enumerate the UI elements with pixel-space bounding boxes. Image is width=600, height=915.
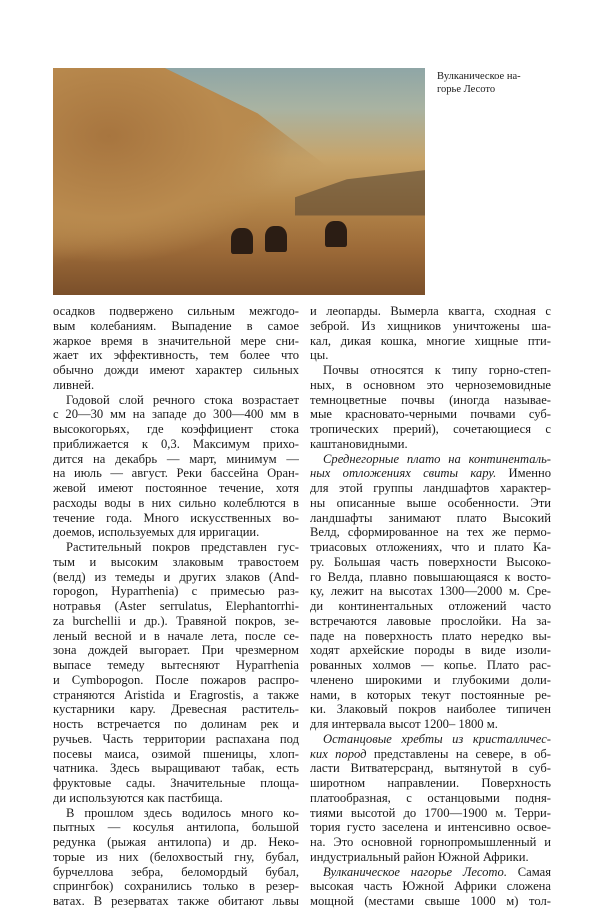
paragraph	[310, 304, 551, 363]
text-line: вым колебаниям. Выпадение в самое	[53, 318, 299, 333]
paragraph	[310, 452, 551, 732]
text-line: ватах. В резерватах также обитают львы	[53, 894, 299, 908]
text-line: посевы маиса, озимой пшеницы, хлоп-	[53, 746, 299, 761]
horse-rider	[231, 228, 253, 254]
text-line: для интервала высот 1200– 1800 м.	[310, 717, 498, 731]
text-line: ру. Большая часть поверхности Высоко-	[310, 554, 551, 569]
text-line: ны описанные выше особенности. Эти	[310, 495, 551, 510]
text-line: триасовых отложениях, что и плато Ка-	[310, 540, 551, 554]
text-line: ласти Витватерсранд, вытянутой в суб-	[310, 761, 551, 776]
text-line: мощной (местами свыше 1000 м) тол-	[310, 894, 551, 908]
text-column-left	[53, 304, 299, 909]
text-line: высокогорьях, где коэффициент стока	[53, 422, 299, 436]
text-line: встречаются лавовые прослойки. На за-	[310, 613, 551, 628]
horse-rider	[265, 226, 287, 252]
text-line: и Cymbopogon. После пожаров распро-	[53, 672, 299, 687]
text-line: тропических прерий), сочетающиеся с	[310, 422, 551, 436]
paragraph	[53, 806, 299, 909]
text-line: чатника. Здесь выращивают табак, есть	[53, 761, 299, 776]
text-line: нами, в которых текут постоянные ре-	[310, 687, 551, 702]
paragraph	[53, 540, 299, 806]
paragraph	[310, 865, 551, 909]
text-line: Годовой слой речного стока возрастает	[66, 392, 299, 407]
text-line: зона дождей выгорает. При чрезмерном	[53, 643, 299, 658]
text-line: для этой группы ландшафтов характер-	[310, 481, 551, 495]
text-line: пытных — косулья антилопа, большой	[53, 820, 299, 835]
text-line: кал, дикая кошка, многие хищные пти-	[310, 333, 551, 348]
text-line: фруктовые сады. Значительные площа-	[53, 776, 299, 790]
paragraph	[310, 732, 551, 865]
landscape-photo	[53, 68, 425, 295]
text-line: ландшафты занимают плато Высокий	[310, 510, 551, 525]
text-line: го Велда, плавно повышающаяся к восто-	[310, 569, 551, 584]
text-line: цы.	[310, 348, 329, 363]
text-line: членено широкими и глубокими доли-	[310, 672, 551, 687]
text-line: с 20—30 мм на западе до 300—400 мм в	[53, 407, 299, 422]
text-line: рованных холмов — копье. Плато рас-	[310, 658, 551, 672]
text-line: тория густо заселена и интенсивно освое-	[310, 820, 551, 835]
text-line: ность встречается по долинам рек и	[53, 717, 299, 731]
text-line: Вулканическое нагорье Лесото. Самая	[323, 864, 551, 879]
text-line: Растительный покров представлен гус-	[66, 540, 299, 554]
text-line: расходы воды в них сильно колеблются в	[53, 495, 299, 510]
text-line: спрингбок) сохранились только в резер-	[53, 879, 299, 894]
text-line: темноцветные почвы (иногда называе-	[310, 392, 551, 407]
paragraph	[53, 393, 299, 541]
caption-line: горье Лесото	[437, 84, 496, 95]
text-line: нотравья (Aster serrulatus, Elephantorrhi-	[53, 599, 299, 613]
horse-rider	[325, 221, 347, 247]
text-line: бурчеллова зебра, беломордый бубал,	[53, 864, 299, 879]
text-line: выпасе темеду вытесняют Hyparrhenia	[53, 658, 299, 672]
text-line: леный весной и в начале лета, после се-	[53, 628, 299, 643]
text-line: жаркое время в значительной мере сни-	[53, 333, 299, 348]
text-line: страняются Aristida и Eragrostis, а также	[53, 687, 299, 702]
text-line: ливней.	[53, 377, 95, 392]
text-line: ких пород представлены на севере, в об-	[310, 746, 551, 761]
text-line: редунка (рыжая антилопа) и др. Неко-	[53, 835, 299, 849]
text-line: приближается к 0,3. Максимум прихо-	[53, 436, 299, 451]
text-line: Среднегорные плато на континенталь-	[323, 451, 551, 466]
text-line: платообразная, с останцовыми подня-	[310, 790, 551, 805]
text-line: течение года. Много искусственных во-	[53, 510, 299, 525]
text-line: торые из них (белохвостый гну, бубал,	[53, 849, 299, 864]
text-line: ручьев. Часть территории распахана под	[53, 731, 299, 746]
text-line: паде на поверхность плато нередко вы-	[310, 628, 551, 643]
text-line: широтном направлении. Поверхность	[310, 776, 551, 790]
text-line: на июль — август. Реки бассейна Оран-	[53, 466, 299, 481]
text-line: ди используются как пастбища.	[53, 790, 223, 805]
paragraph	[310, 363, 551, 452]
caption-line: Вулканическое на-	[437, 71, 521, 82]
text-line: Останцовые хребты из кристалличес-	[323, 731, 551, 746]
text-line: ных отложениях свиты кару. Именно	[310, 466, 551, 481]
text-line: на. Это основной горнопромышленный и	[310, 835, 551, 849]
text-line: дится на декабрь — март, минимум —	[53, 451, 299, 466]
text-line: индустриальный район Южной Африки.	[310, 849, 529, 864]
text-line: обычно дожди имеют характер сильных	[53, 363, 299, 377]
text-line: тиями высотой до 1700—1900 м. Терри-	[310, 805, 551, 820]
text-line: ropogon, Hyparrhenia) с примесью раз-	[53, 584, 299, 599]
text-line: za burchellii и др.). Травяной покров, зе-	[53, 613, 299, 628]
text-line: (велд) из темеды и других злаков (And-	[53, 569, 299, 584]
paragraph	[53, 304, 299, 393]
text-line: каштановидными.	[310, 436, 408, 451]
text-line: Велд, сформированное на тех же пермо-	[310, 525, 551, 540]
text-line: зеброй. Из хищников уничтожены ша-	[310, 318, 551, 333]
text-line: жевой имеют постоянное течение, хотя	[53, 481, 299, 495]
text-line: ных, в основном это черноземовидные	[310, 377, 551, 392]
text-line: кустарники кару. Древесная раститель-	[53, 702, 299, 717]
text-line: ку, лежит на высотах 1300—2000 м. Сре-	[310, 584, 551, 599]
text-line: ди континентальных отложений часто	[310, 599, 551, 613]
text-line: Почвы относятся к типу горно-степ-	[323, 363, 551, 377]
text-line: осадков подвержено сильным межгодо-	[53, 304, 299, 318]
text-line: доемов, используемых для ирригации.	[53, 525, 260, 540]
text-line: В прошлом здесь водилось много ко-	[66, 805, 299, 820]
text-line: ходят архейские породы в виде изоли-	[310, 643, 551, 658]
text-line: тым и высоким злаковым травостоем	[53, 554, 299, 569]
text-line: мые красновато-черными почвами суб-	[310, 407, 551, 422]
text-line: жает их эффективность, тем более что	[53, 348, 299, 363]
text-line: и леопарды. Вымерла квагга, сходная с	[310, 304, 551, 318]
text-column-right	[310, 304, 551, 909]
text-line: высокая часть Южной Африки сложена	[310, 879, 551, 894]
photo-caption	[437, 70, 537, 96]
text-line: ки. Злаковый покров наиболее типичен	[310, 702, 551, 717]
